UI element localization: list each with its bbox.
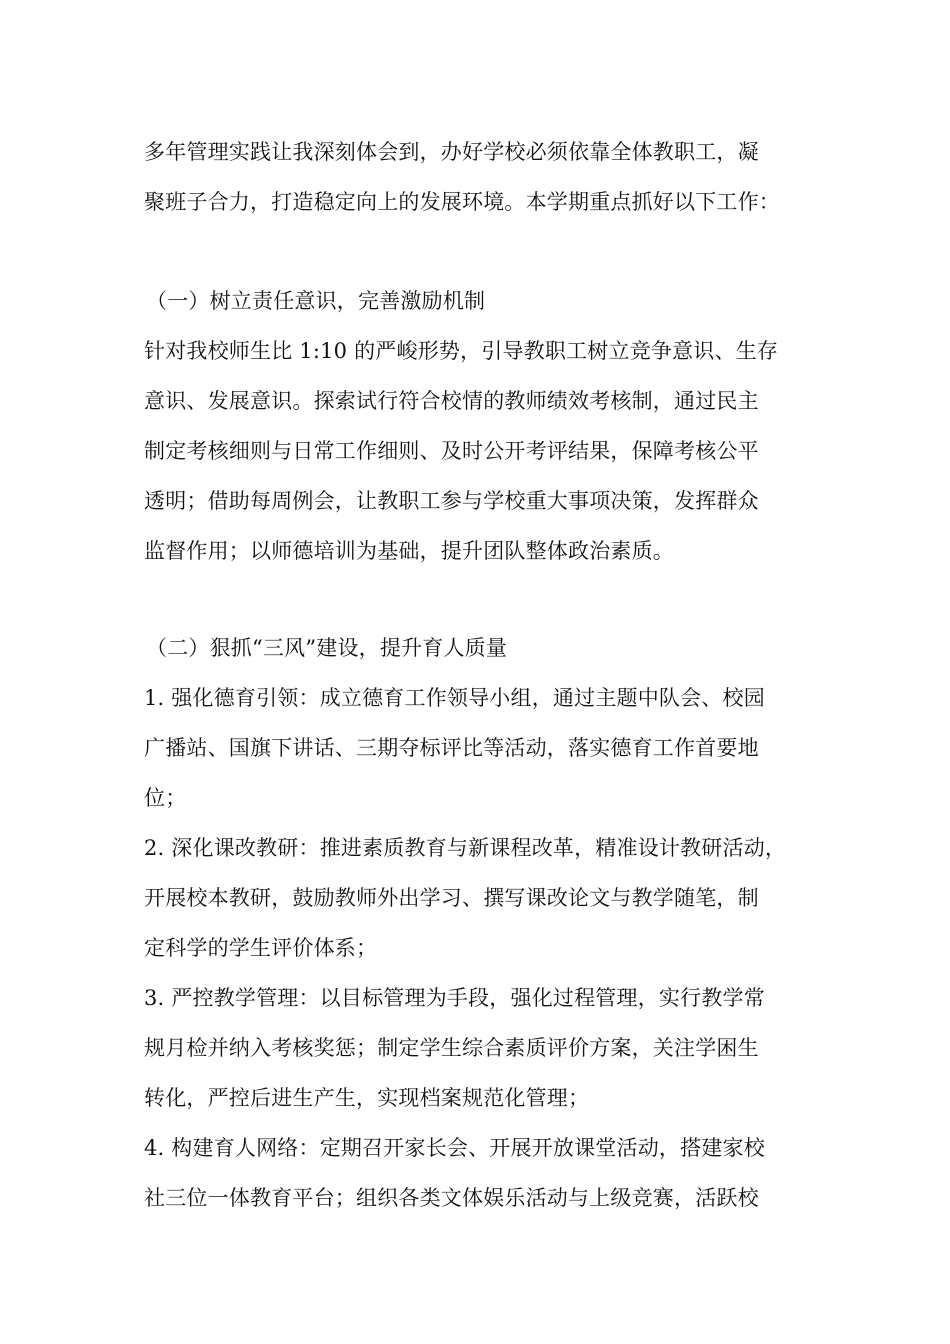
list-item-line: 社三位一体教育平台；组织各类文体娱乐活动与上级竞赛，活跃校	[144, 1186, 759, 1210]
section-one	[144, 276, 814, 576]
list-item-line: 定科学的学生评价体系；	[144, 936, 378, 960]
list-item-line: 3. 严控教学管理：以目标管理为手段，强化过程管理，实行教学常	[144, 986, 765, 1010]
list-item-line: 广播站、国旗下讲话、三期夺标评比等活动，落实德育工作首要地	[144, 736, 759, 760]
paragraph-line: 针对我校师生比 1:10 的严峻形势，引导教职工树立竞争意识、生存	[144, 339, 779, 363]
list-item-line: 4. 构建育人网络：定期召开家长会、开展开放课堂活动，搭建家校	[144, 1136, 765, 1160]
paragraph-line: 聚班子合力，打造稳定向上的发展环境。本学期重点抓好以下工作：	[144, 190, 780, 214]
paragraph-line: 监督作用；以师德培训为基础，提升团队整体政治素质。	[144, 539, 674, 563]
list-item-line: 2. 深化课改教研：推进素质教育与新课程改革，精准设计教研活动，	[144, 836, 787, 860]
intro-paragraph	[144, 127, 814, 227]
paragraph-line: 意识、发展意识。探索试行符合校情的教师绩效考核制，通过民主	[144, 389, 759, 413]
list-item-line: 1. 强化德育引领：成立德育工作领导小组，通过主题中队会、校园	[144, 686, 765, 710]
list-item-line: 规月检并纳入考核奖惩；制定学生综合素质评价方案，关注学困生	[144, 1036, 759, 1060]
section-heading: （一）树立责任意识，完善激励机制	[146, 289, 486, 313]
paragraph-line: 多年管理实践让我深刻体会到，办好学校必须依靠全体教职工，凝	[144, 140, 759, 164]
section-heading: （二）狠抓“三风”建设，提升育人质量	[146, 636, 508, 660]
paragraph-line: 透明；借助每周例会，让教职工参与学校重大事项决策，发挥群众	[144, 489, 759, 513]
list-item-line: 转化，严控后进生产生，实现档案规范化管理；	[144, 1086, 590, 1110]
list-item-line: 位；	[144, 786, 187, 810]
paragraph-line: 制定考核细则与日常工作细则、及时公开考评结果，保障考核公平	[144, 439, 759, 463]
section-two	[144, 623, 814, 1223]
list-item-line: 开展校本教研，鼓励教师外出学习、撰写课改论文与教学随笔，制	[144, 886, 759, 910]
